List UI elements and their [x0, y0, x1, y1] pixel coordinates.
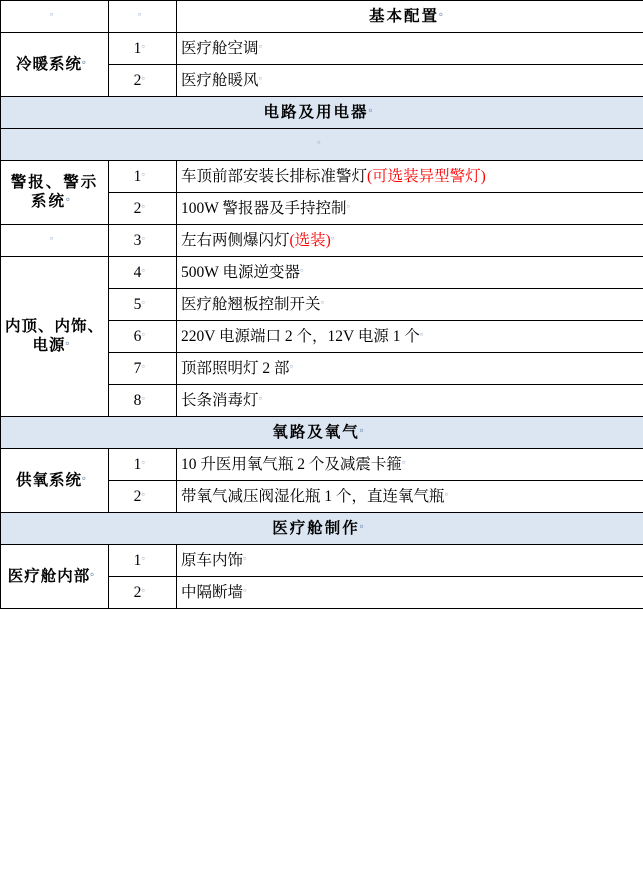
- mark-glyph: 。: [141, 199, 152, 211]
- mark-glyph: 。: [141, 295, 152, 307]
- mark-glyph: 。: [317, 135, 327, 147]
- section-header-electric: 电路及用电器。: [1, 97, 643, 129]
- mark-glyph: 。: [359, 519, 372, 531]
- item-number: 2。: [109, 193, 177, 225]
- mark-glyph: 。: [243, 551, 254, 563]
- item-description: 顶部照明灯 2 部。: [177, 353, 643, 385]
- item-description: 100W 警报器及手持控制。: [177, 193, 643, 225]
- mark-glyph: 。: [258, 71, 269, 83]
- header-col1-cell: [1, 1, 109, 33]
- mark-glyph: 。: [141, 39, 152, 51]
- item-description: 车顶前部安装长排标准警灯(可选装异型警灯): [177, 161, 643, 193]
- table-row: [1, 513, 643, 545]
- mark-glyph: 。: [330, 231, 341, 243]
- mark-glyph: 。: [289, 359, 300, 371]
- item-number: 1。: [109, 161, 177, 193]
- mark-glyph: 。: [141, 231, 152, 243]
- item-description: 220V 电源端口 2 个，12V 电源 1 个。: [177, 321, 643, 353]
- item-description: 左右两侧爆闪灯(选装)。: [177, 225, 643, 257]
- mark-glyph: 。: [66, 191, 78, 203]
- item-description: 500W 电源逆变器。: [177, 257, 643, 289]
- item-description: 中隔断墙。: [177, 577, 643, 609]
- table-row: [1, 257, 643, 289]
- table-row: [1, 225, 643, 257]
- mark-glyph: 。: [141, 263, 152, 275]
- category-alarm-continued: [1, 225, 109, 257]
- table-row: [1, 449, 643, 481]
- category-cabin-interior: 医疗舱内部。: [1, 545, 109, 609]
- item-number: 2。: [109, 65, 177, 97]
- table-row: [1, 1, 643, 33]
- item-number: 1。: [109, 545, 177, 577]
- mark-glyph: 。: [141, 583, 152, 595]
- item-number: 1。: [109, 33, 177, 65]
- table-row: [1, 129, 643, 161]
- mark-glyph: 。: [141, 359, 152, 371]
- table-row: [1, 97, 643, 129]
- item-description: 长条消毒灯。: [177, 385, 643, 417]
- mark-glyph: 。: [346, 199, 357, 211]
- item-number: 8。: [109, 385, 177, 417]
- mark-glyph: 。: [401, 455, 412, 467]
- table-title-cell: [177, 1, 643, 33]
- item-description: 医疗舱空调。: [177, 33, 643, 65]
- mark-glyph: 。: [444, 487, 455, 499]
- optional-note: (可选装异型警灯): [367, 167, 486, 185]
- mark-glyph: 。: [258, 391, 269, 403]
- mark-glyph: 。: [65, 335, 77, 347]
- item-description: 医疗舱暖风。: [177, 65, 643, 97]
- mark-glyph: 。: [258, 39, 269, 51]
- table-row: [1, 33, 643, 65]
- item-description: 带氧气减压阀湿化瓶 1 个，直连氧气瓶。: [177, 481, 643, 513]
- mark-glyph: 。: [141, 487, 152, 499]
- table-row: [1, 161, 643, 193]
- item-number: 3。: [109, 225, 177, 257]
- item-number: 2。: [109, 481, 177, 513]
- table-title: 基本配置: [368, 8, 439, 26]
- mark-glyph: 。: [141, 167, 152, 179]
- section-header-oxygen: 氧路及氧气。: [1, 417, 643, 449]
- mark-glyph: 。: [90, 567, 102, 579]
- mark-glyph: 。: [137, 7, 148, 19]
- header-col2-cell: [109, 1, 177, 33]
- item-description: 医疗舱翘板控制开关。: [177, 289, 643, 321]
- item-description: 10 升医用氧气瓶 2 个及减震卡箍。: [177, 449, 643, 481]
- mark-glyph: 。: [82, 55, 93, 67]
- mark-glyph: 。: [141, 551, 152, 563]
- item-number: 5。: [109, 289, 177, 321]
- mark-glyph: 。: [359, 423, 372, 435]
- mark-glyph: 。: [49, 7, 60, 19]
- mark-glyph: 。: [419, 327, 430, 339]
- optional-note: (选装): [289, 232, 331, 250]
- item-number: 7。: [109, 353, 177, 385]
- mark-glyph: 。: [320, 295, 331, 307]
- mark-glyph: 。: [439, 7, 451, 19]
- item-number: 4。: [109, 257, 177, 289]
- section-header-electric-blank: [1, 129, 643, 161]
- table-row: [1, 545, 643, 577]
- mark-glyph: 。: [82, 471, 93, 483]
- item-description: 原车内饰。: [177, 545, 643, 577]
- item-number: 6。: [109, 321, 177, 353]
- category-oxygen-supply: 供氧系统。: [1, 449, 109, 513]
- section-header-cabin: 医疗舱制作。: [1, 513, 643, 545]
- table-row: [1, 417, 643, 449]
- item-number: 1。: [109, 449, 177, 481]
- item-number: 2。: [109, 577, 177, 609]
- category-alarm: 警报、警示系统。: [1, 161, 109, 225]
- mark-glyph: 。: [243, 583, 254, 595]
- mark-glyph: 。: [299, 263, 310, 275]
- mark-glyph: 。: [368, 103, 381, 115]
- mark-glyph: 。: [141, 391, 152, 403]
- category-hvac: 冷暖系统。: [1, 33, 109, 97]
- mark-glyph: 。: [141, 455, 152, 467]
- mark-glyph: 。: [141, 327, 152, 339]
- category-interior-power: 内顶、内饰、电源。: [1, 257, 109, 417]
- mark-glyph: 。: [49, 231, 60, 243]
- mark-glyph: 。: [141, 71, 152, 83]
